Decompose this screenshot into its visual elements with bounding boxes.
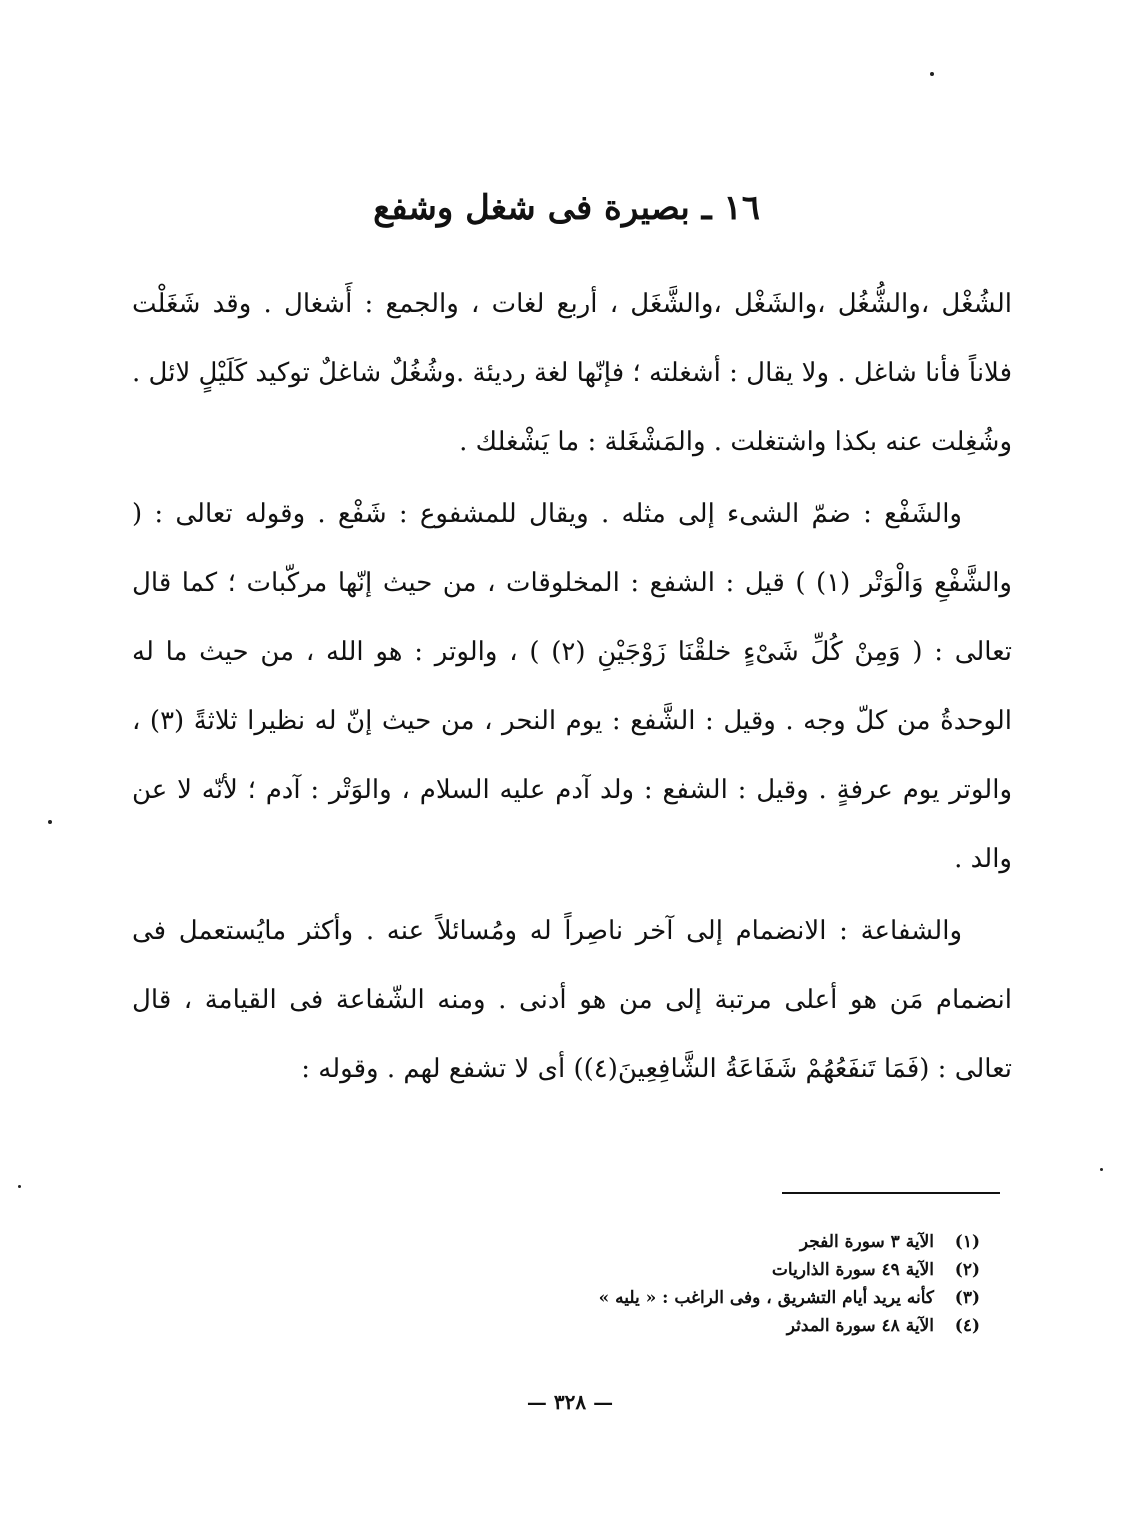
footnote-text: الآية ٤٩ سورة الذاريات (771, 1260, 934, 1280)
footnote-item (500, 1256, 980, 1284)
scan-speck (48, 820, 52, 824)
section-heading: ١٦ ـ بصيرة فى شغل وشفع (373, 188, 760, 228)
footnotes (500, 1228, 980, 1340)
paragraph-text: الشُغْل ،والشُّغُل ،والشَغْل ،والشَّغَل ، أربع لغات ، والجمع : أَشغال . وقد شَغَلْت فلاناً فأنا شاغل . ولا يقال : أشغلته ؛ فإنّها لغة رديئة .وشُغُلٌ شاغلٌ توكيد كَلَيْلٍ لائل . وشُغِلت عنه بكذا واشتغلت . والمَشْغَلة : ما يَشْغلك . (132, 289, 1012, 457)
paragraph-text: والشفاعة : الانضمام إلى آخر ناصِراً له ومُسائلاً عنه . وأكثر مايُستعمل فى انضمام مَن هو أعلى مرتبة إلى من هو أدنى . ومنه الشّفاعة فى القيامة ، قال تعالى : (فَمَا تَنفَعُهُمْ شَفَاعَةُ الشَّافِعِينَ(٤)) أى لا تشفع لهم . وقوله : (132, 916, 1012, 1084)
footnote-divider (782, 1192, 1000, 1194)
scan-speck (930, 72, 934, 76)
page-number: — ٣٢٨ — (526, 1390, 614, 1414)
paragraph-shaf (132, 480, 1012, 894)
footnote-number: (٤) (954, 1316, 980, 1336)
footnote-number: (٢) (954, 1260, 980, 1280)
footnote-item (500, 1228, 980, 1256)
scan-speck (18, 1185, 21, 1188)
footnote-text: الآية ٤٨ سورة المدثر (786, 1316, 934, 1336)
footnote-text: الآية ٣ سورة الفجر (799, 1232, 934, 1252)
footnote-number: (٣) (954, 1288, 980, 1308)
body-text (132, 270, 1012, 1104)
paragraph-shughl (132, 270, 1012, 477)
footnote-item (500, 1284, 980, 1312)
scan-speck (1100, 1168, 1103, 1171)
footnote-text: كأنه يريد أيام التشريق ، وفى الراغب : « يليه » (598, 1288, 934, 1308)
paragraph-text: والشَفْع : ضمّ الشىء إلى مثله . ويقال للمشفوع : شَفْع . وقوله تعالى : ( والشَّفْعِ وَالْوَتْر (١) ) قيل : الشفع : المخلوقات ، من حيث إنّها مركّبات ؛ كما قال تعالى : ( وَمِنْ كُلِّ شَىْءٍ خلقْنَا زَوْجَيْنِ (٢) ) ، والوتر : هو الله ، من حيث ما له الوحدةُ من كلّ وجه . وقيل : الشَّفع : يوم النحر ، من حيث إنّ له نظيرا ثلاثةً (٣) ، والوتر يوم عرفةٍ . وقيل : الشفع : ولد آدم عليه السلام ، والوَتْر : آدم ؛ لأنّه لا عن والد . (132, 499, 1013, 874)
footnote-item (500, 1312, 980, 1340)
paragraph-shafaa (132, 897, 1012, 1104)
footnote-number: (١) (954, 1232, 980, 1252)
